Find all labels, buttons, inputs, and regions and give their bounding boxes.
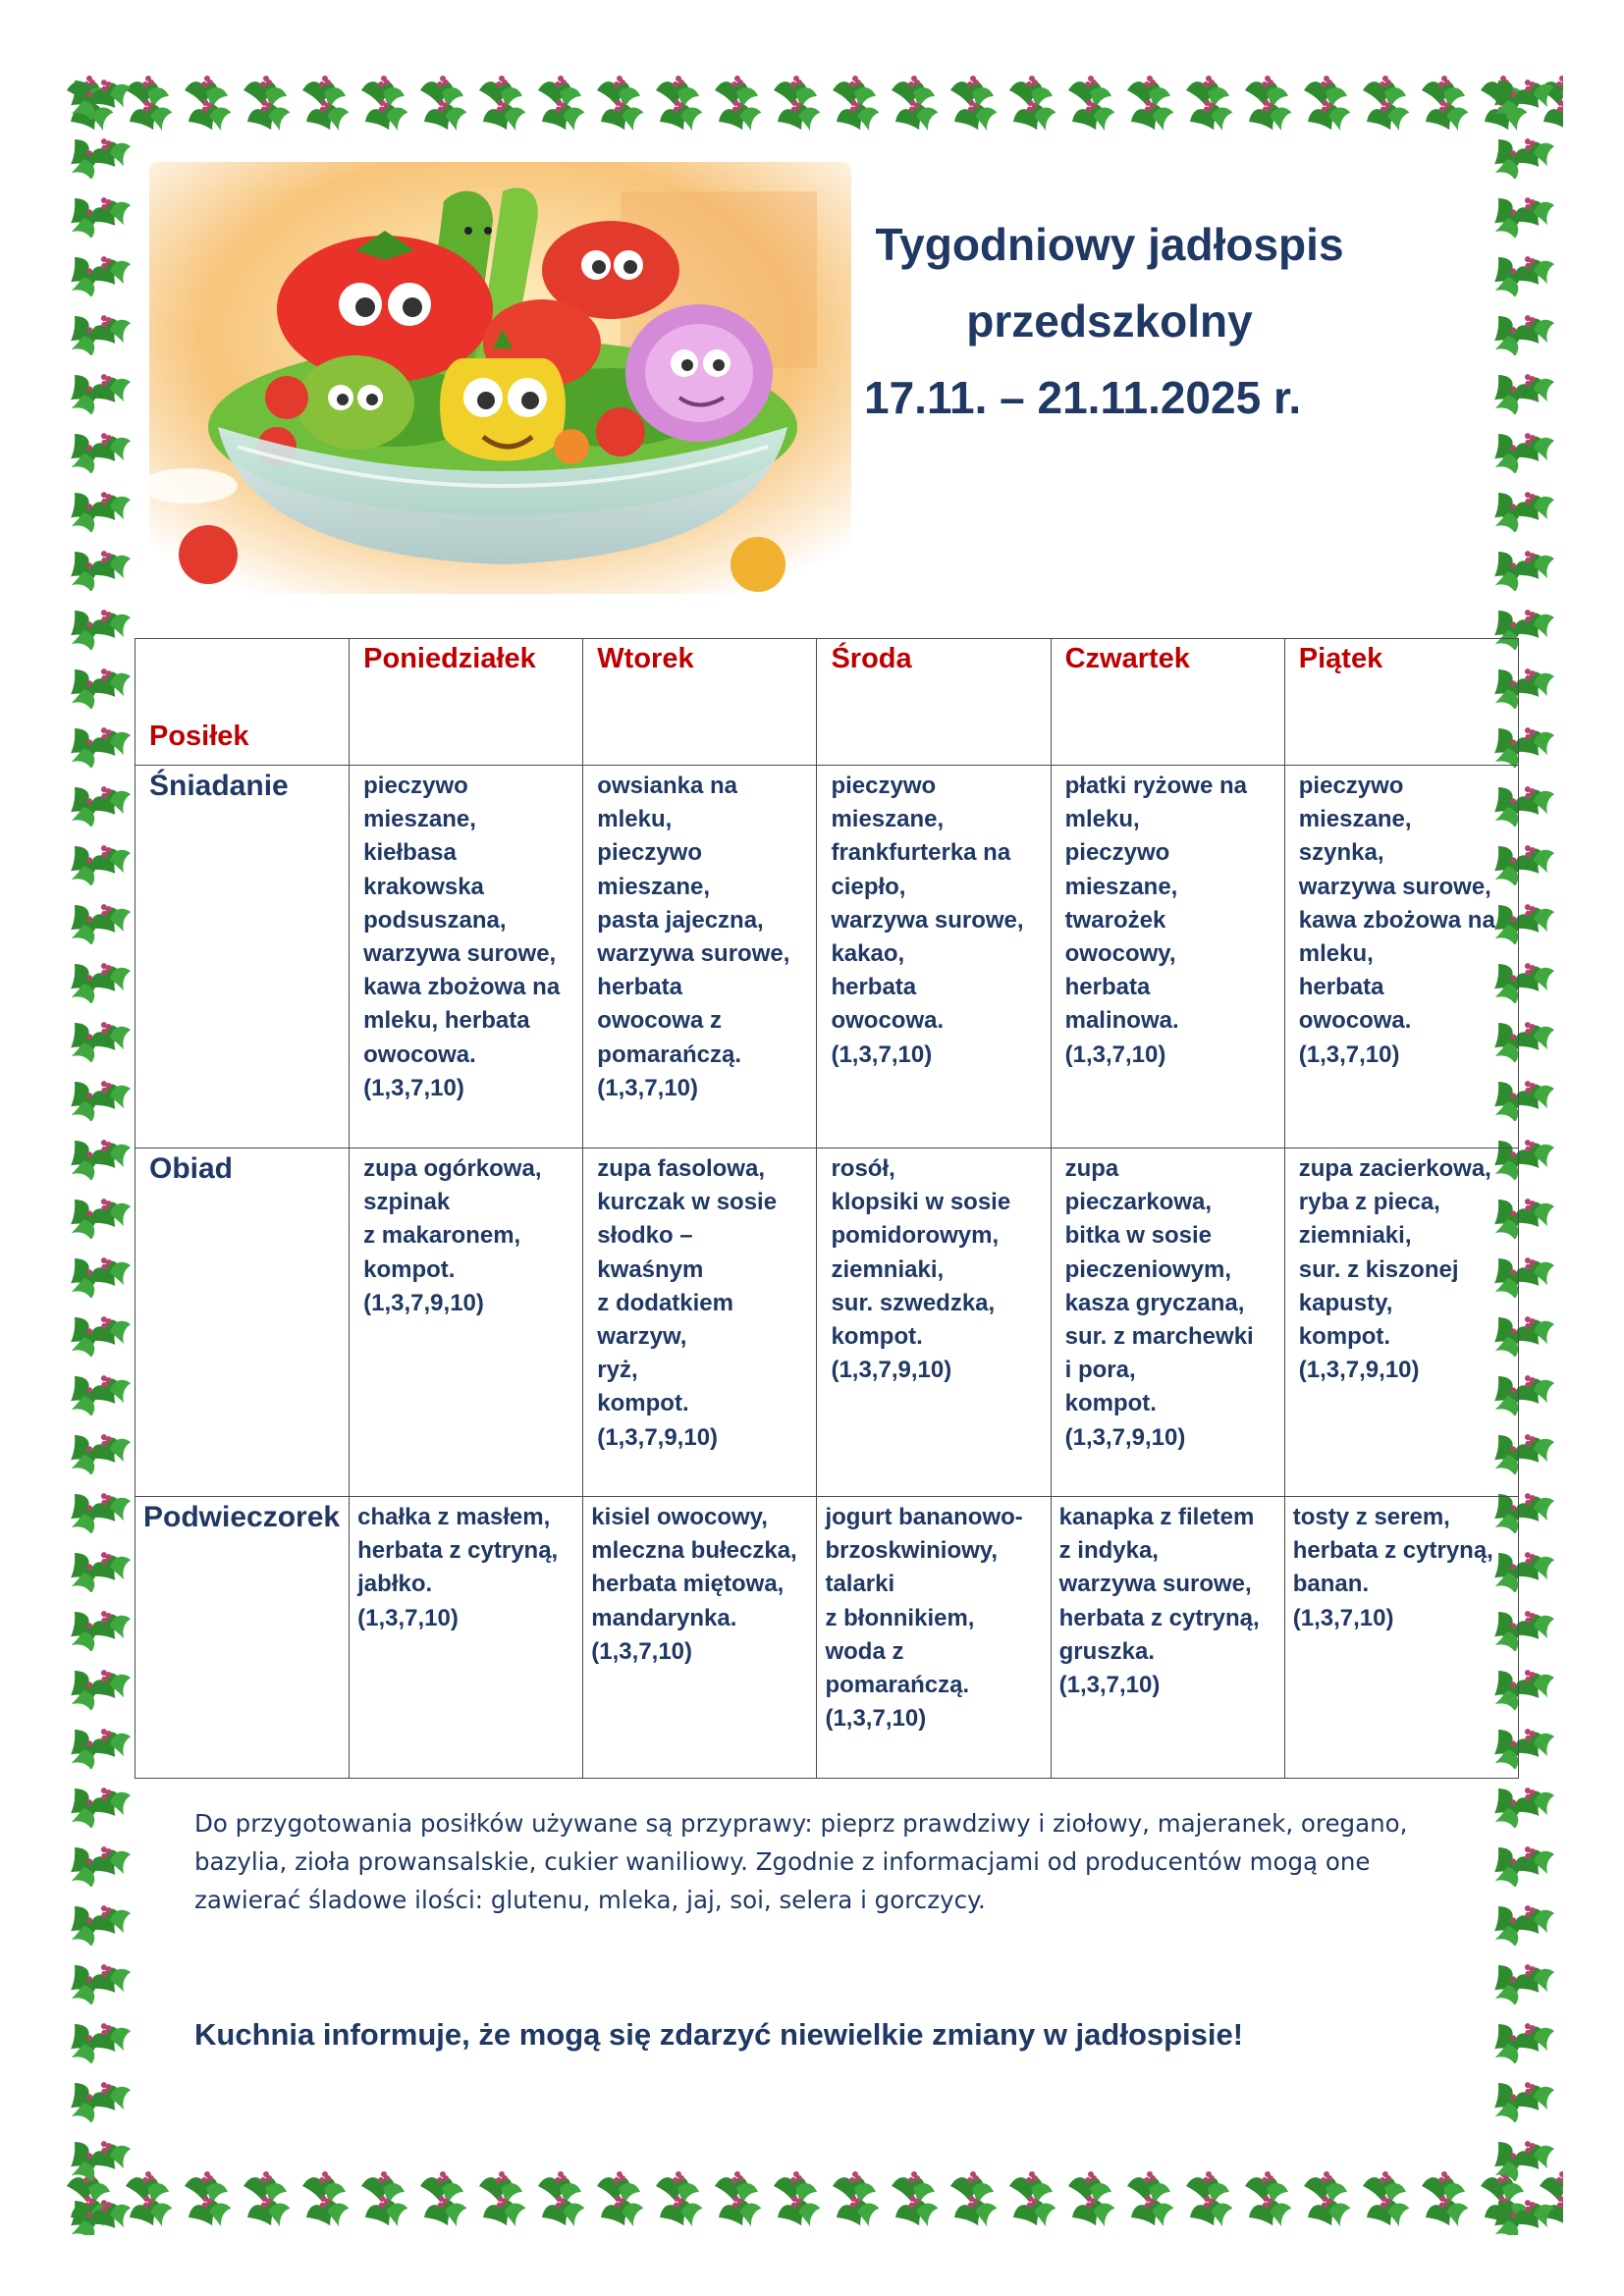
meal-name-afternoon-snack: Podwieczorek [135,1497,350,1779]
meal-name-lunch: Obiad [135,1148,350,1497]
holly-leaves-icon [61,61,139,2235]
meal-column-header: Posiłek [135,639,350,766]
title-line-1: Tygodniowy jadłospis [875,219,1344,270]
menu-cell: owsianka na mleku, pieczywo mieszane, pasta jajeczna, warzywa surowe, herbata owocowa z pomarańczą. (1,3,7,10) [583,766,817,1148]
day-header-friday: Piątek [1284,639,1518,766]
table-row [135,1148,1519,1497]
menu-cell: jogurt bananowo- brzoskwiniowy, talarki z błonnikiem, woda z pomarańczą. (1,3,7,10) [817,1497,1051,1779]
menu-cell: tosty z serem, herbata z cytryną, banan. (1,3,7,10) [1284,1497,1518,1779]
table-header-row [135,639,1519,766]
spices-note: Do przygotowania posiłków używane są przyprawy: pieprz prawdziwy i ziołowy, majeranek, oregano, bazylia, zioła prowansalskie, cukier waniliowy. Zgodnie z informacjami od producentów mogą one zawierać śladowe ilości: glutenu, mleka, jaj, soi, selera i gorczycy. [194,1809,1408,1914]
weekly-menu-table [135,638,1519,1779]
date-range: 17.11. – 21.11.2025 r. [864,372,1302,423]
menu-cell: zupa fasolowa, kurczak w sosie słodko – kwaśnym z dodatkiem warzyw, ryż, kompot. (1,3,7,9,10) [583,1148,817,1497]
menu-cell: zupa ogórkowa, szpinak z makaronem, kompot. (1,3,7,9,10) [350,1148,583,1497]
menu-cell: zupa pieczarkowa, bitka w sosie pieczeniowym, kasza gryczana, sur. z marchewki i pora, kompot. (1,3,7,9,10) [1051,1148,1284,1497]
salad-bowl-icon [149,162,851,594]
page-title [844,206,1375,436]
vegetable-salad-bowl-illustration [149,162,851,594]
title-line-2: przedszkolny [966,295,1253,347]
menu-cell: pieczywo mieszane, szynka, warzywa surowe, kawa zbożowa na mleku, herbata owocowa. (1,3,7,10) [1284,766,1518,1148]
day-header-tuesday: Wtorek [583,639,817,766]
day-header-wednesday: Środa [817,639,1051,766]
menu-cell: zupa zacierkowa, ryba z pieca, ziemniaki, sur. z kiszonej kapusty, kompot. (1,3,7,9,10) [1284,1148,1518,1497]
day-header-monday: Poniedziałek [350,639,583,766]
day-header-thursday: Czwartek [1051,639,1284,766]
holly-leaves-icon [61,61,1563,139]
menu-cell: kanapka z filetem z indyka, warzywa surowe, herbata z cytryną, gruszka. (1,3,7,10) [1051,1497,1284,1779]
menu-cell: chałka z masłem, herbata z cytryną, jabłko. (1,3,7,10) [350,1497,583,1779]
holly-border-left [61,61,139,2235]
menu-cell: pieczywo mieszane, frankfurterka na ciepło, warzywa surowe, kakao, herbata owocowa. (1,3,7,10) [817,766,1051,1148]
kitchen-notice: Kuchnia informuje, że mogą się zdarzyć niewielkie zmiany w jadłospisie! [194,2017,1244,2052]
table-row [135,766,1519,1148]
menu-cell: kisiel owocowy, mleczna bułeczka, herbata miętowa, mandarynka. (1,3,7,10) [583,1497,817,1779]
holly-border-top [61,61,1563,139]
menu-cell: płatki ryżowe na mleku, pieczywo mieszane, twarożek owocowy, herbata malinowa. (1,3,7,10) [1051,766,1284,1148]
table-row [135,1497,1519,1779]
holly-border-bottom [61,2157,1563,2235]
holly-leaves-icon [61,2157,1563,2235]
meal-name-breakfast: Śniadanie [135,766,350,1148]
menu-cell: pieczywo mieszane, kiełbasa krakowska podsuszana, warzywa surowe, kawa zbożowa na mleku, herbata owocowa. (1,3,7,10) [350,766,583,1148]
menu-cell: rosół, klopsiki w sosie pomidorowym, ziemniaki, sur. szwedzka, kompot. (1,3,7,9,10) [817,1148,1051,1497]
